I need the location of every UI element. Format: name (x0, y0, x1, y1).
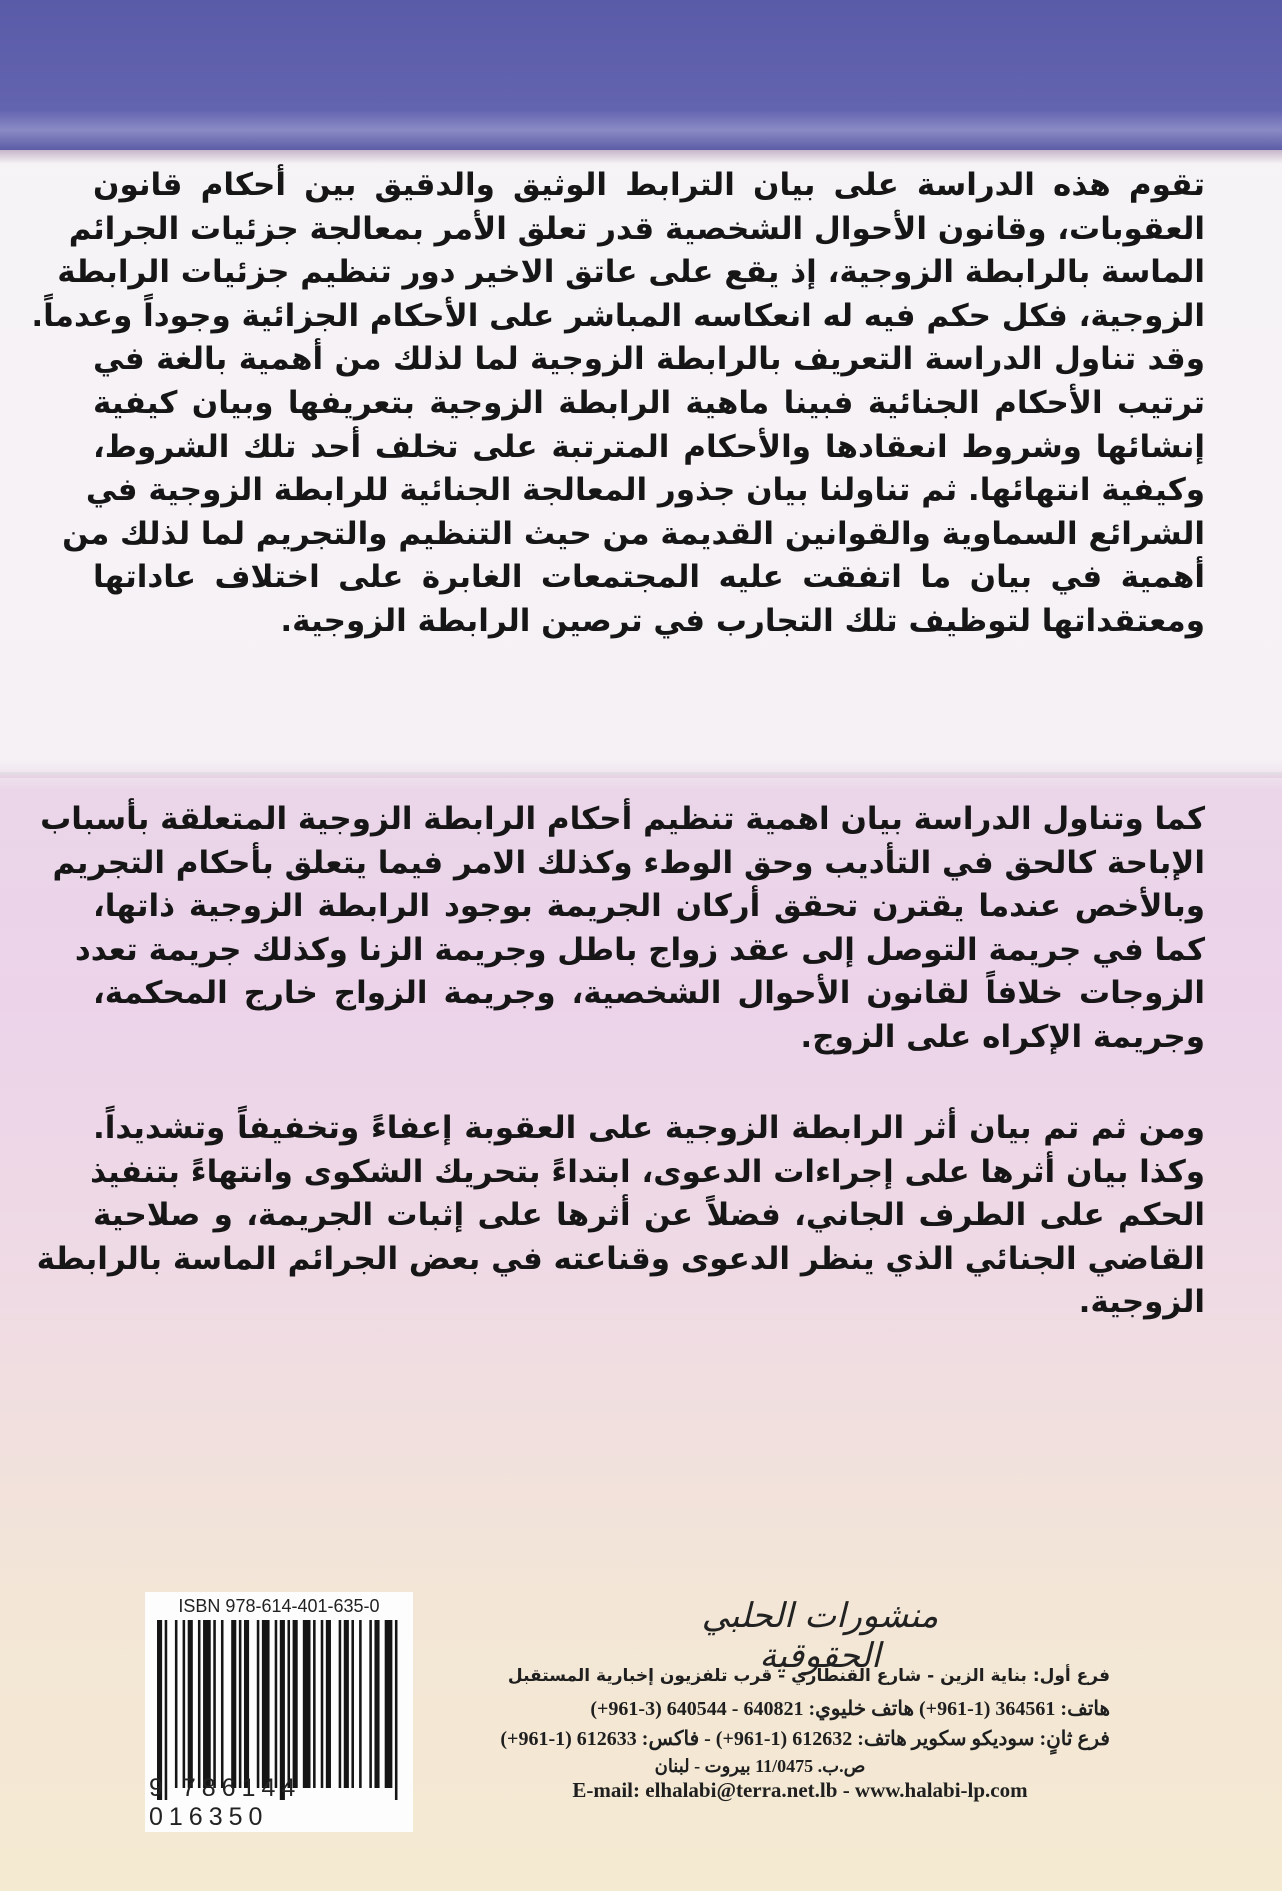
text-line: أهمية في بيان ما اتفقت عليه المجتمعات الغابرة على اختلاف عاداتها (93, 559, 1205, 596)
text-line: ومن ثم تم بيان أثر الرابطة الزوجية على العقوبة إعفاءً وتخفيفاً وتشديداً. (93, 1110, 1205, 1146)
text-line: الزوجية. (1078, 1284, 1205, 1321)
isbn-barcode (145, 1592, 413, 1832)
text-line: الشرائع السماوية والقوانين القديمة من حيث التنظيم والتجريم لما لذلك من (62, 515, 1205, 552)
barcode-bar (213, 1620, 216, 1788)
text-line: وبالأخص عندما يقترن تحقق أركان الجريمة بوجود الرابطة الزوجية ذاتها، (93, 888, 1205, 925)
barcode-bar (374, 1620, 379, 1788)
barcode-bar (183, 1620, 186, 1788)
barcode-bar (239, 1620, 242, 1788)
barcode-bar (395, 1620, 398, 1800)
text-line: وقد تناول الدراسة التعريف بالرابطة الزوجية لما لذلك من أهمية بالغة في (93, 341, 1205, 378)
barcode-bar (244, 1620, 249, 1788)
blurb-paragraph-3 (36, 1107, 1205, 1325)
barcode-bar (157, 1620, 162, 1800)
text-line: كما وتناول الدراسة بيان اهمية تنظيم أحكام الرابطة الزوجية المتعلقة بأسباب (40, 801, 1205, 837)
barcode-bar (326, 1620, 331, 1788)
text-line: وكيفية انتهائها. ثم تناولنا بيان جذور المعالجة الجنائية للرابطة الزوجية في (85, 472, 1205, 509)
barcode-bar (221, 1620, 224, 1788)
barcode-bar (175, 1620, 178, 1788)
publisher-po-box: ص.ب. 11/0475 بيروت - لبنان (654, 1756, 866, 1776)
barcode-bar (321, 1620, 324, 1788)
blurb-paragraph-2 (40, 798, 1205, 1060)
barcode-bar (303, 1620, 311, 1788)
text-line: العقوبات، وقانون الأحوال الشخصية قدر تعلق الأمر بمعالجة جزئيات الجرائم (68, 210, 1205, 247)
ean-digits: 9 786144 016350 (149, 1774, 302, 1831)
barcode-bar (339, 1620, 342, 1788)
barcode-bar (344, 1620, 349, 1788)
barcode-bar (231, 1620, 236, 1788)
barcode-bar (188, 1620, 193, 1788)
publisher-phone: هاتف: 364561 (1-961+) هاتف خليوي: 640821 - 640544 (3-961+) (590, 1698, 1110, 1720)
text-line: الماسة بالرابطة الزوجية، إذ يقع على عاتق الاخير دور تنظيم جزئيات الرابطة (57, 254, 1205, 291)
text-line: الزوجات خلافاً لقانون الأحوال الشخصية، وجريمة الزواج خارج المحكمة، (93, 975, 1205, 1012)
barcode-bar (262, 1620, 270, 1788)
barcode-bar (313, 1620, 316, 1788)
publisher-branch2: فرع ثانٍ: سوديكو سكوير هاتف: 612632 (1-961+) - فاكس: 612633 (1-961+) (500, 1728, 1110, 1750)
text-line: القاضي الجنائي الذي ينظر الدعوى وقناعته في بعض الجرائم الماسة بالرابطة (36, 1240, 1205, 1277)
blurb-paragraph-1 (31, 164, 1205, 644)
barcode-bar (280, 1620, 285, 1800)
barcode-bars (155, 1620, 403, 1800)
barcode-bar (359, 1620, 362, 1788)
barcode-bar (287, 1620, 290, 1788)
barcode-bar (257, 1620, 260, 1788)
text-line: كما في جريمة التوصل إلى عقد زواج باطل وجريمة الزنا وكذلك جريمة تعدد (74, 931, 1205, 968)
text-line: الزوجية، فكل حكم فيه له انعكاسه المباشر على الأحكام الجزائية وجوداً وعدماً. (31, 297, 1205, 334)
text-line: ترتيب الأحكام الجنائية فبينا ماهية الرابطة الزوجية بتعريفها وبيان كيفية (93, 384, 1205, 421)
barcode-bar (165, 1620, 168, 1800)
barcode-bar (369, 1620, 372, 1788)
barcode-bar (293, 1620, 298, 1788)
barcode-bar (385, 1620, 393, 1788)
isbn-label: ISBN 978-614-401-635-0 (178, 1596, 380, 1616)
barcode-bar (198, 1620, 201, 1788)
barcode-bar (275, 1620, 278, 1788)
section-divider (0, 772, 1282, 778)
text-line: الحكم على الطرف الجاني، فضلاً عن أثرها على إثبات الجريمة، و صلاحية (93, 1197, 1205, 1234)
text-line: وجريمة الإكراه على الزوج. (800, 1018, 1205, 1055)
publisher-logo: منشورات الحلبي الحقوقية (701, 1596, 939, 1676)
text-line: ومعتقداتها لتوظيف تلك التجارب في ترصين الرابطة الزوجية. (280, 602, 1205, 639)
publisher-address: فرع أول: بناية الزين - شارع القنطاري - قرب تلفزيون إخبارية المستقبل (507, 1666, 1110, 1686)
text-line: وكذا بيان أثرها على إجراءات الدعوى، ابتداءً بتحريك الشكوى وانتهاءً بتنفيذ (90, 1153, 1205, 1190)
top-color-band (0, 0, 1282, 150)
text-line: الإباحة كالحق في التأديب وحق الوطء وكذلك الامر فيما يتعلق بأحكام التجريم (52, 844, 1205, 881)
publisher-contact: E-mail: elhalabi@terra.net.lb - www.halabi-lp.com (572, 1778, 1028, 1802)
barcode-bar (203, 1620, 211, 1788)
barcode-bar (351, 1620, 354, 1788)
text-line: إنشائها وشروط انعقادها والأحكام المترتبة على تخلف أحد تلك الشروط، (93, 428, 1205, 465)
text-line: تقوم هذه الدراسة على بيان الترابط الوثيق والدقيق بين أحكام قانون (93, 167, 1205, 203)
